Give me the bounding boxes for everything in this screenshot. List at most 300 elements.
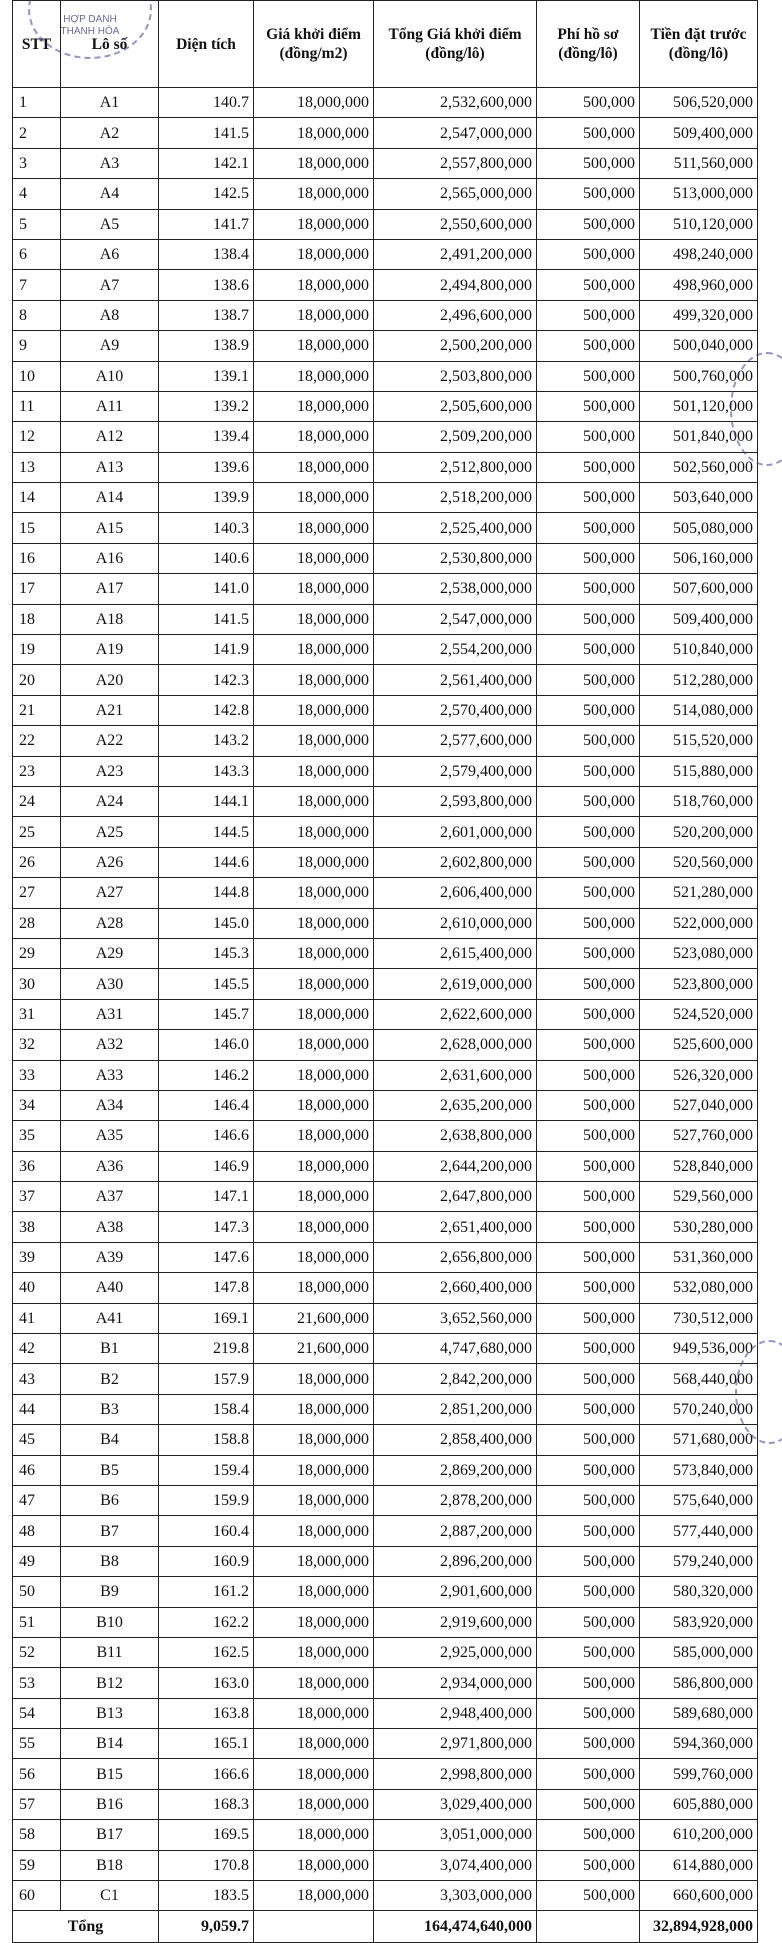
row-lot: A34 xyxy=(61,1090,159,1120)
row-unit-price: 18,000,000 xyxy=(254,209,374,239)
row-area: 146.2 xyxy=(159,1060,254,1090)
row-area: 141.9 xyxy=(159,635,254,665)
row-area: 138.7 xyxy=(159,300,254,330)
table-row xyxy=(13,1334,758,1364)
row-stt: 52 xyxy=(13,1637,61,1667)
row-stt: 40 xyxy=(13,1273,61,1303)
row-area: 144.6 xyxy=(159,847,254,877)
row-lot: A27 xyxy=(61,878,159,908)
total-price-sum: 164,474,640,000 xyxy=(374,1911,537,1943)
row-total-price: 3,303,000,000 xyxy=(374,1881,537,1911)
row-fee: 500,000 xyxy=(537,1212,640,1242)
row-unit-price: 18,000,000 xyxy=(254,1729,374,1759)
table-row xyxy=(13,209,758,239)
row-stt: 38 xyxy=(13,1212,61,1242)
row-stt: 43 xyxy=(13,1364,61,1394)
row-unit-price: 21,600,000 xyxy=(254,1334,374,1364)
row-stt: 20 xyxy=(13,665,61,695)
stamp-line-1: HỢP DANH xyxy=(63,14,117,25)
row-area: 163.8 xyxy=(159,1698,254,1728)
row-deposit: 571,680,000 xyxy=(640,1425,758,1455)
row-fee: 500,000 xyxy=(537,179,640,209)
row-stt: 34 xyxy=(13,1090,61,1120)
row-unit-price: 18,000,000 xyxy=(254,726,374,756)
row-unit-price: 18,000,000 xyxy=(254,1668,374,1698)
row-unit-price: 18,000,000 xyxy=(254,847,374,877)
row-area: 147.3 xyxy=(159,1212,254,1242)
row-lot: A41 xyxy=(61,1303,159,1333)
row-area: 145.0 xyxy=(159,908,254,938)
row-fee: 500,000 xyxy=(537,1759,640,1789)
table-row xyxy=(13,1182,758,1212)
table-row xyxy=(13,999,758,1029)
row-fee: 500,000 xyxy=(537,1881,640,1911)
row-lot: A38 xyxy=(61,1212,159,1242)
row-stt: 31 xyxy=(13,999,61,1029)
table-row xyxy=(13,786,758,816)
row-lot: A9 xyxy=(61,331,159,361)
table-row xyxy=(13,604,758,634)
table-row xyxy=(13,1242,758,1272)
row-fee: 500,000 xyxy=(537,88,640,118)
row-deposit: 515,520,000 xyxy=(640,726,758,756)
table-row xyxy=(13,239,758,269)
row-unit-price: 18,000,000 xyxy=(254,635,374,665)
row-total-price: 2,601,000,000 xyxy=(374,817,537,847)
row-fee: 500,000 xyxy=(537,1364,640,1394)
row-area: 162.5 xyxy=(159,1637,254,1667)
table-row xyxy=(13,1151,758,1181)
auction-lot-table xyxy=(12,0,758,1943)
row-stt: 9 xyxy=(13,331,61,361)
row-fee: 500,000 xyxy=(537,1607,640,1637)
total-area: 9,059.7 xyxy=(159,1911,254,1943)
table-row xyxy=(13,361,758,391)
table-row xyxy=(13,179,758,209)
row-unit-price: 18,000,000 xyxy=(254,300,374,330)
row-total-price: 2,934,000,000 xyxy=(374,1668,537,1698)
row-fee: 500,000 xyxy=(537,1182,640,1212)
row-deposit: 506,520,000 xyxy=(640,88,758,118)
row-total-price: 3,074,400,000 xyxy=(374,1850,537,1880)
row-fee: 500,000 xyxy=(537,1668,640,1698)
table-row xyxy=(13,938,758,968)
row-deposit: 501,840,000 xyxy=(640,422,758,452)
table-row xyxy=(13,1850,758,1880)
row-stt: 56 xyxy=(13,1759,61,1789)
stamp-line-2: THANH HÓA xyxy=(60,26,120,37)
row-deposit: 532,080,000 xyxy=(640,1273,758,1303)
table-row xyxy=(13,1030,758,1060)
header-fee: Phí hồ sơ (đồng/lô) xyxy=(537,1,640,88)
row-total-price: 2,500,200,000 xyxy=(374,331,537,361)
row-unit-price: 18,000,000 xyxy=(254,148,374,178)
row-unit-price: 18,000,000 xyxy=(254,239,374,269)
row-lot: B5 xyxy=(61,1455,159,1485)
row-area: 139.9 xyxy=(159,483,254,513)
row-deposit: 589,680,000 xyxy=(640,1698,758,1728)
row-lot: A20 xyxy=(61,665,159,695)
row-fee: 500,000 xyxy=(537,1030,640,1060)
row-lot: A33 xyxy=(61,1060,159,1090)
row-deposit: 585,000,000 xyxy=(640,1637,758,1667)
row-deposit: 660,600,000 xyxy=(640,1881,758,1911)
row-lot: A30 xyxy=(61,969,159,999)
row-fee: 500,000 xyxy=(537,1273,640,1303)
row-lot: B12 xyxy=(61,1668,159,1698)
table-row xyxy=(13,574,758,604)
row-unit-price: 18,000,000 xyxy=(254,786,374,816)
row-unit-price: 18,000,000 xyxy=(254,1698,374,1728)
row-fee: 500,000 xyxy=(537,1546,640,1576)
row-area: 138.6 xyxy=(159,270,254,300)
table-row xyxy=(13,391,758,421)
row-stt: 5 xyxy=(13,209,61,239)
table-row xyxy=(13,1485,758,1515)
row-deposit: 523,080,000 xyxy=(640,938,758,968)
row-total-price: 4,747,680,000 xyxy=(374,1334,537,1364)
row-total-price: 2,610,000,000 xyxy=(374,908,537,938)
row-lot: A35 xyxy=(61,1121,159,1151)
row-area: 138.4 xyxy=(159,239,254,269)
row-total-price: 2,494,800,000 xyxy=(374,270,537,300)
row-unit-price: 18,000,000 xyxy=(254,938,374,968)
row-fee: 500,000 xyxy=(537,665,640,695)
row-total-price: 2,525,400,000 xyxy=(374,513,537,543)
row-deposit: 515,880,000 xyxy=(640,756,758,786)
table-row xyxy=(13,726,758,756)
row-stt: 39 xyxy=(13,1242,61,1272)
row-stt: 22 xyxy=(13,726,61,756)
row-stt: 1 xyxy=(13,88,61,118)
row-stt: 47 xyxy=(13,1485,61,1515)
table-row xyxy=(13,1394,758,1424)
row-stt: 59 xyxy=(13,1850,61,1880)
table-row xyxy=(13,1577,758,1607)
row-lot: C1 xyxy=(61,1881,159,1911)
row-deposit: 586,800,000 xyxy=(640,1668,758,1698)
row-area: 139.1 xyxy=(159,361,254,391)
row-unit-price: 18,000,000 xyxy=(254,179,374,209)
row-total-price: 2,869,200,000 xyxy=(374,1455,537,1485)
row-unit-price: 18,000,000 xyxy=(254,88,374,118)
table-row xyxy=(13,1060,758,1090)
row-deposit: 530,280,000 xyxy=(640,1212,758,1242)
row-fee: 500,000 xyxy=(537,513,640,543)
table-row xyxy=(13,1729,758,1759)
row-lot: A17 xyxy=(61,574,159,604)
row-area: 140.3 xyxy=(159,513,254,543)
row-stt: 4 xyxy=(13,179,61,209)
row-fee: 500,000 xyxy=(537,1577,640,1607)
row-total-price: 2,547,000,000 xyxy=(374,118,537,148)
row-total-price: 2,512,800,000 xyxy=(374,452,537,482)
row-area: 138.9 xyxy=(159,331,254,361)
row-lot: B1 xyxy=(61,1334,159,1364)
row-unit-price: 18,000,000 xyxy=(254,513,374,543)
row-fee: 500,000 xyxy=(537,1820,640,1850)
row-total-price: 2,509,200,000 xyxy=(374,422,537,452)
row-unit-price: 18,000,000 xyxy=(254,1881,374,1911)
row-area: 145.7 xyxy=(159,999,254,1029)
row-fee: 500,000 xyxy=(537,1303,640,1333)
row-area: 139.2 xyxy=(159,391,254,421)
row-total-price: 2,622,600,000 xyxy=(374,999,537,1029)
row-stt: 51 xyxy=(13,1607,61,1637)
row-deposit: 949,536,000 xyxy=(640,1334,758,1364)
row-deposit: 501,120,000 xyxy=(640,391,758,421)
table-row xyxy=(13,513,758,543)
row-deposit: 498,240,000 xyxy=(640,239,758,269)
row-lot: A7 xyxy=(61,270,159,300)
row-deposit: 575,640,000 xyxy=(640,1485,758,1515)
row-stt: 24 xyxy=(13,786,61,816)
row-fee: 500,000 xyxy=(537,422,640,452)
row-stt: 57 xyxy=(13,1789,61,1819)
row-unit-price: 18,000,000 xyxy=(254,1850,374,1880)
row-total-price: 2,851,200,000 xyxy=(374,1394,537,1424)
row-total-price: 2,579,400,000 xyxy=(374,756,537,786)
row-lot: A28 xyxy=(61,908,159,938)
row-fee: 500,000 xyxy=(537,209,640,239)
row-unit-price: 18,000,000 xyxy=(254,1182,374,1212)
row-lot: B15 xyxy=(61,1759,159,1789)
row-unit-price: 18,000,000 xyxy=(254,665,374,695)
row-lot: A21 xyxy=(61,695,159,725)
header-stt: STT xyxy=(13,1,61,88)
table-row xyxy=(13,756,758,786)
row-deposit: 506,160,000 xyxy=(640,543,758,573)
row-unit-price: 18,000,000 xyxy=(254,543,374,573)
table-row xyxy=(13,483,758,513)
row-area: 144.5 xyxy=(159,817,254,847)
row-total-price: 2,638,800,000 xyxy=(374,1121,537,1151)
row-unit-price: 18,000,000 xyxy=(254,1030,374,1060)
row-unit-price: 18,000,000 xyxy=(254,1820,374,1850)
row-area: 162.2 xyxy=(159,1607,254,1637)
row-total-price: 2,491,200,000 xyxy=(374,239,537,269)
row-lot: A4 xyxy=(61,179,159,209)
row-area: 139.4 xyxy=(159,422,254,452)
row-unit-price: 18,000,000 xyxy=(254,817,374,847)
header-deposit: Tiền đặt trước (đồng/lô) xyxy=(640,1,758,88)
total-row xyxy=(13,1911,758,1943)
row-unit-price: 18,000,000 xyxy=(254,1607,374,1637)
row-unit-price: 18,000,000 xyxy=(254,1090,374,1120)
row-lot: A13 xyxy=(61,452,159,482)
row-stt: 33 xyxy=(13,1060,61,1090)
table-row xyxy=(13,908,758,938)
row-area: 159.9 xyxy=(159,1485,254,1515)
row-area: 145.5 xyxy=(159,969,254,999)
row-total-price: 2,570,400,000 xyxy=(374,695,537,725)
row-lot: B18 xyxy=(61,1850,159,1880)
row-deposit: 583,920,000 xyxy=(640,1607,758,1637)
row-area: 141.5 xyxy=(159,604,254,634)
row-area: 143.2 xyxy=(159,726,254,756)
row-deposit: 512,280,000 xyxy=(640,665,758,695)
row-total-price: 2,503,800,000 xyxy=(374,361,537,391)
total-unit-price-empty xyxy=(254,1911,374,1943)
row-unit-price: 18,000,000 xyxy=(254,1242,374,1272)
row-area: 144.1 xyxy=(159,786,254,816)
row-unit-price: 18,000,000 xyxy=(254,1546,374,1576)
row-unit-price: 18,000,000 xyxy=(254,331,374,361)
row-deposit: 730,512,000 xyxy=(640,1303,758,1333)
table-row xyxy=(13,1121,758,1151)
row-area: 141.5 xyxy=(159,118,254,148)
row-fee: 500,000 xyxy=(537,695,640,725)
row-stt: 12 xyxy=(13,422,61,452)
row-unit-price: 18,000,000 xyxy=(254,452,374,482)
row-lot: A24 xyxy=(61,786,159,816)
table-row xyxy=(13,1789,758,1819)
row-unit-price: 18,000,000 xyxy=(254,1789,374,1819)
row-lot: B3 xyxy=(61,1394,159,1424)
row-area: 165.1 xyxy=(159,1729,254,1759)
row-area: 158.4 xyxy=(159,1394,254,1424)
row-total-price: 2,858,400,000 xyxy=(374,1425,537,1455)
row-total-price: 2,577,600,000 xyxy=(374,726,537,756)
row-total-price: 2,561,400,000 xyxy=(374,665,537,695)
row-lot: B10 xyxy=(61,1607,159,1637)
row-deposit: 509,400,000 xyxy=(640,604,758,634)
row-unit-price: 18,000,000 xyxy=(254,1394,374,1424)
table-row xyxy=(13,1090,758,1120)
row-lot: A23 xyxy=(61,756,159,786)
row-lot: A31 xyxy=(61,999,159,1029)
row-lot: A6 xyxy=(61,239,159,269)
header-unit-price: Giá khởi điểm (đồng/m2) xyxy=(254,1,374,88)
row-total-price: 2,550,600,000 xyxy=(374,209,537,239)
row-area: 142.5 xyxy=(159,179,254,209)
row-deposit: 614,880,000 xyxy=(640,1850,758,1880)
row-area: 159.4 xyxy=(159,1455,254,1485)
row-fee: 500,000 xyxy=(537,543,640,573)
header-area: Diện tích xyxy=(159,1,254,88)
row-area: 161.2 xyxy=(159,1577,254,1607)
row-lot: A26 xyxy=(61,847,159,877)
row-total-price: 2,530,800,000 xyxy=(374,543,537,573)
row-fee: 500,000 xyxy=(537,756,640,786)
row-total-price: 2,948,400,000 xyxy=(374,1698,537,1728)
row-fee: 500,000 xyxy=(537,1090,640,1120)
row-unit-price: 18,000,000 xyxy=(254,1425,374,1455)
row-fee: 500,000 xyxy=(537,1394,640,1424)
row-fee: 500,000 xyxy=(537,938,640,968)
row-total-price: 2,619,000,000 xyxy=(374,969,537,999)
row-lot: A3 xyxy=(61,148,159,178)
table-row xyxy=(13,1759,758,1789)
row-total-price: 2,565,000,000 xyxy=(374,179,537,209)
row-total-price: 2,593,800,000 xyxy=(374,786,537,816)
row-fee: 500,000 xyxy=(537,878,640,908)
row-lot: A29 xyxy=(61,938,159,968)
row-deposit: 527,040,000 xyxy=(640,1090,758,1120)
row-fee: 500,000 xyxy=(537,1334,640,1364)
table-row xyxy=(13,118,758,148)
row-area: 158.8 xyxy=(159,1425,254,1455)
row-stt: 2 xyxy=(13,118,61,148)
row-stt: 48 xyxy=(13,1516,61,1546)
row-unit-price: 18,000,000 xyxy=(254,1273,374,1303)
row-fee: 500,000 xyxy=(537,1729,640,1759)
auction-lot-table-page xyxy=(12,0,757,1943)
row-deposit: 523,800,000 xyxy=(640,969,758,999)
row-lot: A40 xyxy=(61,1273,159,1303)
row-total-price: 2,628,000,000 xyxy=(374,1030,537,1060)
row-unit-price: 18,000,000 xyxy=(254,604,374,634)
row-deposit: 510,840,000 xyxy=(640,635,758,665)
row-lot: A8 xyxy=(61,300,159,330)
row-fee: 500,000 xyxy=(537,726,640,756)
row-lot: A16 xyxy=(61,543,159,573)
row-area: 147.6 xyxy=(159,1242,254,1272)
row-total-price: 2,538,000,000 xyxy=(374,574,537,604)
row-lot: B11 xyxy=(61,1637,159,1667)
row-fee: 500,000 xyxy=(537,483,640,513)
row-stt: 50 xyxy=(13,1577,61,1607)
row-total-price: 2,647,800,000 xyxy=(374,1182,537,1212)
row-unit-price: 18,000,000 xyxy=(254,391,374,421)
row-deposit: 524,520,000 xyxy=(640,999,758,1029)
row-lot: B6 xyxy=(61,1485,159,1515)
row-unit-price: 18,000,000 xyxy=(254,1364,374,1394)
row-stt: 11 xyxy=(13,391,61,421)
table-row xyxy=(13,1455,758,1485)
row-stt: 46 xyxy=(13,1455,61,1485)
row-total-price: 2,635,200,000 xyxy=(374,1090,537,1120)
row-stt: 32 xyxy=(13,1030,61,1060)
row-stt: 58 xyxy=(13,1820,61,1850)
row-deposit: 531,360,000 xyxy=(640,1242,758,1272)
row-total-price: 2,925,000,000 xyxy=(374,1637,537,1667)
row-deposit: 580,320,000 xyxy=(640,1577,758,1607)
row-deposit: 522,000,000 xyxy=(640,908,758,938)
row-fee: 500,000 xyxy=(537,361,640,391)
row-stt: 45 xyxy=(13,1425,61,1455)
row-stt: 36 xyxy=(13,1151,61,1181)
row-fee: 500,000 xyxy=(537,1242,640,1272)
row-area: 141.7 xyxy=(159,209,254,239)
table-row xyxy=(13,88,758,118)
row-deposit: 511,560,000 xyxy=(640,148,758,178)
row-total-price: 2,496,600,000 xyxy=(374,300,537,330)
row-area: 160.9 xyxy=(159,1546,254,1576)
row-total-price: 2,660,400,000 xyxy=(374,1273,537,1303)
row-fee: 500,000 xyxy=(537,1425,640,1455)
row-fee: 500,000 xyxy=(537,1850,640,1880)
row-stt: 8 xyxy=(13,300,61,330)
row-stt: 44 xyxy=(13,1394,61,1424)
row-unit-price: 18,000,000 xyxy=(254,1151,374,1181)
row-stt: 60 xyxy=(13,1881,61,1911)
row-total-price: 2,547,000,000 xyxy=(374,604,537,634)
row-lot: A19 xyxy=(61,635,159,665)
row-stt: 6 xyxy=(13,239,61,269)
row-lot: A22 xyxy=(61,726,159,756)
row-lot: A14 xyxy=(61,483,159,513)
row-deposit: 499,320,000 xyxy=(640,300,758,330)
row-deposit: 573,840,000 xyxy=(640,1455,758,1485)
row-total-price: 2,518,200,000 xyxy=(374,483,537,513)
row-fee: 500,000 xyxy=(537,300,640,330)
row-deposit: 509,400,000 xyxy=(640,118,758,148)
row-deposit: 570,240,000 xyxy=(640,1394,758,1424)
row-unit-price: 18,000,000 xyxy=(254,1121,374,1151)
row-area: 142.8 xyxy=(159,695,254,725)
row-stt: 37 xyxy=(13,1182,61,1212)
